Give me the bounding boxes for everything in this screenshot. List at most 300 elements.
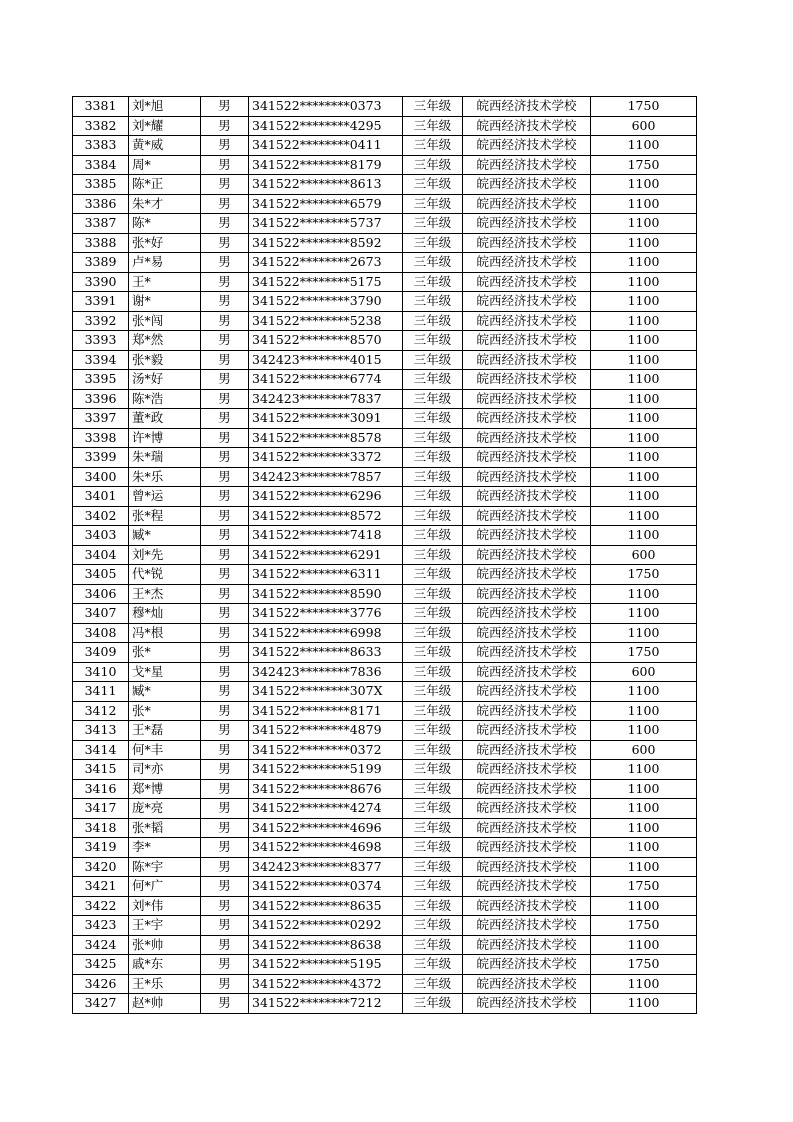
row-number-cell: 3383 — [73, 136, 129, 156]
gender-cell: 男 — [201, 136, 249, 156]
table-row — [73, 311, 697, 331]
row-number-cell: 3398 — [73, 428, 129, 448]
gender-cell: 男 — [201, 194, 249, 214]
student-name-cell: 朱*才 — [129, 194, 201, 214]
id-number-cell: 341522********5195 — [249, 955, 403, 975]
amount-cell: 1750 — [591, 643, 697, 663]
school-cell: 皖西经济技术学校 — [463, 389, 591, 409]
id-number-cell: 341522********8179 — [249, 155, 403, 175]
student-name-cell: 周* — [129, 155, 201, 175]
school-cell: 皖西经济技术学校 — [463, 272, 591, 292]
row-number-cell: 3390 — [73, 272, 129, 292]
row-number-cell: 3425 — [73, 955, 129, 975]
table-row — [73, 721, 697, 741]
table-row — [73, 136, 697, 156]
gender-cell: 男 — [201, 682, 249, 702]
grade-cell: 三年级 — [403, 370, 463, 390]
amount-cell: 1100 — [591, 896, 697, 916]
row-number-cell: 3381 — [73, 97, 129, 117]
student-name-cell: 臧* — [129, 526, 201, 546]
school-cell: 皖西经济技术学校 — [463, 974, 591, 994]
student-name-cell: 穆*灿 — [129, 604, 201, 624]
gender-cell: 男 — [201, 526, 249, 546]
student-name-cell: 郑*博 — [129, 779, 201, 799]
grade-cell: 三年级 — [403, 292, 463, 312]
row-number-cell: 3401 — [73, 487, 129, 507]
gender-cell: 男 — [201, 565, 249, 585]
gender-cell: 男 — [201, 116, 249, 136]
student-name-cell: 王*杰 — [129, 584, 201, 604]
gender-cell: 男 — [201, 233, 249, 253]
table-row — [73, 214, 697, 234]
school-cell: 皖西经济技术学校 — [463, 682, 591, 702]
id-number-cell: 341522********8570 — [249, 331, 403, 351]
row-number-cell: 3412 — [73, 701, 129, 721]
amount-cell: 1100 — [591, 136, 697, 156]
amount-cell: 1100 — [591, 935, 697, 955]
school-cell: 皖西经济技术学校 — [463, 214, 591, 234]
id-number-cell: 341522********0372 — [249, 740, 403, 760]
grade-cell: 三年级 — [403, 97, 463, 117]
table-row — [73, 584, 697, 604]
grade-cell: 三年级 — [403, 448, 463, 468]
school-cell: 皖西经济技术学校 — [463, 662, 591, 682]
gender-cell: 男 — [201, 643, 249, 663]
table-row — [73, 760, 697, 780]
amount-cell: 1750 — [591, 565, 697, 585]
id-number-cell: 341522********8676 — [249, 779, 403, 799]
amount-cell: 1100 — [591, 292, 697, 312]
school-cell: 皖西经济技术学校 — [463, 331, 591, 351]
school-cell: 皖西经济技术学校 — [463, 116, 591, 136]
student-name-cell: 王*宇 — [129, 916, 201, 936]
id-number-cell: 341522********6579 — [249, 194, 403, 214]
gender-cell: 男 — [201, 389, 249, 409]
grade-cell: 三年级 — [403, 331, 463, 351]
row-number-cell: 3389 — [73, 253, 129, 273]
grade-cell: 三年级 — [403, 116, 463, 136]
grade-cell: 三年级 — [403, 526, 463, 546]
row-number-cell: 3392 — [73, 311, 129, 331]
gender-cell: 男 — [201, 623, 249, 643]
table-row — [73, 331, 697, 351]
gender-cell: 男 — [201, 760, 249, 780]
id-number-cell: 341522********8638 — [249, 935, 403, 955]
student-name-cell: 王* — [129, 272, 201, 292]
student-name-cell: 刘*先 — [129, 545, 201, 565]
table-row — [73, 857, 697, 877]
amount-cell: 1100 — [591, 253, 697, 273]
amount-cell: 1750 — [591, 877, 697, 897]
student-name-cell: 李* — [129, 838, 201, 858]
school-cell: 皖西经济技术学校 — [463, 838, 591, 858]
row-number-cell: 3382 — [73, 116, 129, 136]
row-number-cell: 3391 — [73, 292, 129, 312]
grade-cell: 三年级 — [403, 233, 463, 253]
id-number-cell: 341522********4372 — [249, 974, 403, 994]
id-number-cell: 342423********4015 — [249, 350, 403, 370]
table-row — [73, 487, 697, 507]
table-row — [73, 175, 697, 195]
id-number-cell: 342423********7857 — [249, 467, 403, 487]
grade-cell: 三年级 — [403, 506, 463, 526]
amount-cell: 1100 — [591, 194, 697, 214]
grade-cell: 三年级 — [403, 623, 463, 643]
school-cell: 皖西经济技术学校 — [463, 818, 591, 838]
row-number-cell: 3424 — [73, 935, 129, 955]
row-number-cell: 3385 — [73, 175, 129, 195]
table-body — [73, 97, 697, 1014]
id-number-cell: 341522********6774 — [249, 370, 403, 390]
gender-cell: 男 — [201, 350, 249, 370]
table-row — [73, 545, 697, 565]
table-row — [73, 643, 697, 663]
grade-cell: 三年级 — [403, 545, 463, 565]
school-cell: 皖西经济技术学校 — [463, 877, 591, 897]
row-number-cell: 3395 — [73, 370, 129, 390]
amount-cell: 1750 — [591, 97, 697, 117]
row-number-cell: 3405 — [73, 565, 129, 585]
row-number-cell: 3410 — [73, 662, 129, 682]
amount-cell: 1100 — [591, 175, 697, 195]
table-row — [73, 818, 697, 838]
student-name-cell: 司*亦 — [129, 760, 201, 780]
table-row — [73, 409, 697, 429]
student-name-cell: 陈*正 — [129, 175, 201, 195]
id-number-cell: 341522********0374 — [249, 877, 403, 897]
student-name-cell: 庞*亮 — [129, 799, 201, 819]
gender-cell: 男 — [201, 428, 249, 448]
school-cell: 皖西经济技术学校 — [463, 526, 591, 546]
amount-cell: 1100 — [591, 272, 697, 292]
gender-cell: 男 — [201, 467, 249, 487]
id-number-cell: 341522********4274 — [249, 799, 403, 819]
gender-cell: 男 — [201, 955, 249, 975]
row-number-cell: 3413 — [73, 721, 129, 741]
student-name-cell: 郑*然 — [129, 331, 201, 351]
amount-cell: 1750 — [591, 955, 697, 975]
student-name-cell: 张*闯 — [129, 311, 201, 331]
row-number-cell: 3414 — [73, 740, 129, 760]
row-number-cell: 3420 — [73, 857, 129, 877]
table-row — [73, 116, 697, 136]
grade-cell: 三年级 — [403, 838, 463, 858]
id-number-cell: 341522********5175 — [249, 272, 403, 292]
id-number-cell: 341522********307X — [249, 682, 403, 702]
table-row — [73, 253, 697, 273]
grade-cell: 三年级 — [403, 857, 463, 877]
student-name-cell: 董*政 — [129, 409, 201, 429]
table-row — [73, 350, 697, 370]
student-name-cell: 谢* — [129, 292, 201, 312]
id-number-cell: 341522********6311 — [249, 565, 403, 585]
student-name-cell: 张* — [129, 701, 201, 721]
id-number-cell: 341522********6296 — [249, 487, 403, 507]
school-cell: 皖西经济技术学校 — [463, 292, 591, 312]
gender-cell: 男 — [201, 214, 249, 234]
student-subsidy-table — [72, 96, 697, 1014]
id-number-cell: 341522********3790 — [249, 292, 403, 312]
row-number-cell: 3394 — [73, 350, 129, 370]
school-cell: 皖西经济技术学校 — [463, 721, 591, 741]
row-number-cell: 3423 — [73, 916, 129, 936]
amount-cell: 1100 — [591, 760, 697, 780]
grade-cell: 三年级 — [403, 799, 463, 819]
school-cell: 皖西经济技术学校 — [463, 487, 591, 507]
amount-cell: 1100 — [591, 331, 697, 351]
school-cell: 皖西经济技术学校 — [463, 311, 591, 331]
grade-cell: 三年级 — [403, 721, 463, 741]
grade-cell: 三年级 — [403, 935, 463, 955]
id-number-cell: 341522********3091 — [249, 409, 403, 429]
grade-cell: 三年级 — [403, 740, 463, 760]
gender-cell: 男 — [201, 604, 249, 624]
grade-cell: 三年级 — [403, 272, 463, 292]
student-name-cell: 张*帅 — [129, 935, 201, 955]
id-number-cell: 341522********4698 — [249, 838, 403, 858]
grade-cell: 三年级 — [403, 896, 463, 916]
id-number-cell: 341522********0373 — [249, 97, 403, 117]
row-number-cell: 3393 — [73, 331, 129, 351]
gender-cell: 男 — [201, 175, 249, 195]
row-number-cell: 3404 — [73, 545, 129, 565]
gender-cell: 男 — [201, 97, 249, 117]
school-cell: 皖西经济技术学校 — [463, 467, 591, 487]
amount-cell: 1100 — [591, 389, 697, 409]
amount-cell: 1100 — [591, 974, 697, 994]
amount-cell: 1100 — [591, 857, 697, 877]
table-row — [73, 779, 697, 799]
amount-cell: 600 — [591, 662, 697, 682]
school-cell: 皖西经济技术学校 — [463, 428, 591, 448]
table-row — [73, 506, 697, 526]
gender-cell: 男 — [201, 272, 249, 292]
id-number-cell: 341522********3372 — [249, 448, 403, 468]
gender-cell: 男 — [201, 487, 249, 507]
student-name-cell: 陈* — [129, 214, 201, 234]
gender-cell: 男 — [201, 409, 249, 429]
table-row — [73, 194, 697, 214]
id-number-cell: 341522********4696 — [249, 818, 403, 838]
student-name-cell: 王*乐 — [129, 974, 201, 994]
grade-cell: 三年级 — [403, 779, 463, 799]
table-row — [73, 916, 697, 936]
student-name-cell: 赵*帅 — [129, 994, 201, 1014]
student-name-cell: 臧* — [129, 682, 201, 702]
school-cell: 皖西经济技术学校 — [463, 350, 591, 370]
grade-cell: 三年级 — [403, 643, 463, 663]
student-name-cell: 张*好 — [129, 233, 201, 253]
school-cell: 皖西经济技术学校 — [463, 779, 591, 799]
gender-cell: 男 — [201, 448, 249, 468]
grade-cell: 三年级 — [403, 136, 463, 156]
grade-cell: 三年级 — [403, 428, 463, 448]
row-number-cell: 3418 — [73, 818, 129, 838]
id-number-cell: 341522********8572 — [249, 506, 403, 526]
table-row — [73, 526, 697, 546]
amount-cell: 1100 — [591, 409, 697, 429]
amount-cell: 1100 — [591, 994, 697, 1014]
amount-cell: 1100 — [591, 214, 697, 234]
row-number-cell: 3421 — [73, 877, 129, 897]
id-number-cell: 341522********7212 — [249, 994, 403, 1014]
amount-cell: 1100 — [591, 467, 697, 487]
student-name-cell: 曾*运 — [129, 487, 201, 507]
school-cell: 皖西经济技术学校 — [463, 97, 591, 117]
gender-cell: 男 — [201, 721, 249, 741]
gender-cell: 男 — [201, 253, 249, 273]
amount-cell: 600 — [591, 545, 697, 565]
id-number-cell: 341522********0411 — [249, 136, 403, 156]
gender-cell: 男 — [201, 155, 249, 175]
table-row — [73, 740, 697, 760]
id-number-cell: 341522********5238 — [249, 311, 403, 331]
table-row — [73, 838, 697, 858]
grade-cell: 三年级 — [403, 584, 463, 604]
row-number-cell: 3419 — [73, 838, 129, 858]
gender-cell: 男 — [201, 818, 249, 838]
id-number-cell: 342423********7837 — [249, 389, 403, 409]
id-number-cell: 342423********7836 — [249, 662, 403, 682]
student-name-cell: 王*磊 — [129, 721, 201, 741]
id-number-cell: 341522********6291 — [249, 545, 403, 565]
id-number-cell: 341522********4295 — [249, 116, 403, 136]
school-cell: 皖西经济技术学校 — [463, 857, 591, 877]
table-row — [73, 877, 697, 897]
student-name-cell: 汤*好 — [129, 370, 201, 390]
grade-cell: 三年级 — [403, 682, 463, 702]
grade-cell: 三年级 — [403, 701, 463, 721]
row-number-cell: 3422 — [73, 896, 129, 916]
gender-cell: 男 — [201, 857, 249, 877]
student-name-cell: 何*广 — [129, 877, 201, 897]
grade-cell: 三年级 — [403, 194, 463, 214]
student-name-cell: 张*韬 — [129, 818, 201, 838]
school-cell: 皖西经济技术学校 — [463, 994, 591, 1014]
id-number-cell: 341522********0292 — [249, 916, 403, 936]
table-row — [73, 233, 697, 253]
grade-cell: 三年级 — [403, 253, 463, 273]
id-number-cell: 341522********4879 — [249, 721, 403, 741]
school-cell: 皖西经济技术学校 — [463, 253, 591, 273]
student-name-cell: 黄*威 — [129, 136, 201, 156]
gender-cell: 男 — [201, 311, 249, 331]
table-row — [73, 974, 697, 994]
table-row — [73, 604, 697, 624]
table-row — [73, 292, 697, 312]
gender-cell: 男 — [201, 740, 249, 760]
student-name-cell: 代*锐 — [129, 565, 201, 585]
gender-cell: 男 — [201, 779, 249, 799]
school-cell: 皖西经济技术学校 — [463, 604, 591, 624]
student-name-cell: 陈*浩 — [129, 389, 201, 409]
id-number-cell: 341522********2673 — [249, 253, 403, 273]
row-number-cell: 3386 — [73, 194, 129, 214]
row-number-cell: 3397 — [73, 409, 129, 429]
school-cell: 皖西经济技术学校 — [463, 370, 591, 390]
grade-cell: 三年级 — [403, 994, 463, 1014]
grade-cell: 三年级 — [403, 604, 463, 624]
grade-cell: 三年级 — [403, 311, 463, 331]
gender-cell: 男 — [201, 994, 249, 1014]
id-number-cell: 341522********8590 — [249, 584, 403, 604]
student-name-cell: 张* — [129, 643, 201, 663]
amount-cell: 1100 — [591, 779, 697, 799]
amount-cell: 1100 — [591, 506, 697, 526]
gender-cell: 男 — [201, 916, 249, 936]
gender-cell: 男 — [201, 292, 249, 312]
school-cell: 皖西经济技术学校 — [463, 194, 591, 214]
table-row — [73, 389, 697, 409]
amount-cell: 1100 — [591, 428, 697, 448]
grade-cell: 三年级 — [403, 916, 463, 936]
id-number-cell: 341522********8592 — [249, 233, 403, 253]
table-row — [73, 955, 697, 975]
gender-cell: 男 — [201, 935, 249, 955]
grade-cell: 三年级 — [403, 662, 463, 682]
grade-cell: 三年级 — [403, 818, 463, 838]
student-name-cell: 朱*乐 — [129, 467, 201, 487]
grade-cell: 三年级 — [403, 409, 463, 429]
row-number-cell: 3427 — [73, 994, 129, 1014]
school-cell: 皖西经济技术学校 — [463, 916, 591, 936]
grade-cell: 三年级 — [403, 155, 463, 175]
id-number-cell: 341522********3776 — [249, 604, 403, 624]
row-number-cell: 3407 — [73, 604, 129, 624]
student-name-cell: 许*博 — [129, 428, 201, 448]
student-name-cell: 冯*根 — [129, 623, 201, 643]
table-row — [73, 662, 697, 682]
row-number-cell: 3399 — [73, 448, 129, 468]
row-number-cell: 3403 — [73, 526, 129, 546]
table-row — [73, 994, 697, 1014]
grade-cell: 三年级 — [403, 389, 463, 409]
grade-cell: 三年级 — [403, 175, 463, 195]
amount-cell: 600 — [591, 116, 697, 136]
school-cell: 皖西经济技术学校 — [463, 565, 591, 585]
table-row — [73, 799, 697, 819]
row-number-cell: 3415 — [73, 760, 129, 780]
id-number-cell: 341522********7418 — [249, 526, 403, 546]
gender-cell: 男 — [201, 974, 249, 994]
row-number-cell: 3406 — [73, 584, 129, 604]
gender-cell: 男 — [201, 701, 249, 721]
student-name-cell: 卢*易 — [129, 253, 201, 273]
row-number-cell: 3411 — [73, 682, 129, 702]
table-row — [73, 467, 697, 487]
student-name-cell: 朱*瑞 — [129, 448, 201, 468]
student-name-cell: 刘*旭 — [129, 97, 201, 117]
row-number-cell: 3426 — [73, 974, 129, 994]
grade-cell: 三年级 — [403, 350, 463, 370]
amount-cell: 1100 — [591, 584, 697, 604]
row-number-cell: 3388 — [73, 233, 129, 253]
grade-cell: 三年级 — [403, 877, 463, 897]
amount-cell: 1100 — [591, 350, 697, 370]
school-cell: 皖西经济技术学校 — [463, 643, 591, 663]
table-row — [73, 272, 697, 292]
school-cell: 皖西经济技术学校 — [463, 448, 591, 468]
row-number-cell: 3384 — [73, 155, 129, 175]
school-cell: 皖西经济技术学校 — [463, 233, 591, 253]
grade-cell: 三年级 — [403, 467, 463, 487]
school-cell: 皖西经济技术学校 — [463, 545, 591, 565]
row-number-cell: 3416 — [73, 779, 129, 799]
row-number-cell: 3409 — [73, 643, 129, 663]
gender-cell: 男 — [201, 506, 249, 526]
student-name-cell: 张*程 — [129, 506, 201, 526]
id-number-cell: 341522********8633 — [249, 643, 403, 663]
